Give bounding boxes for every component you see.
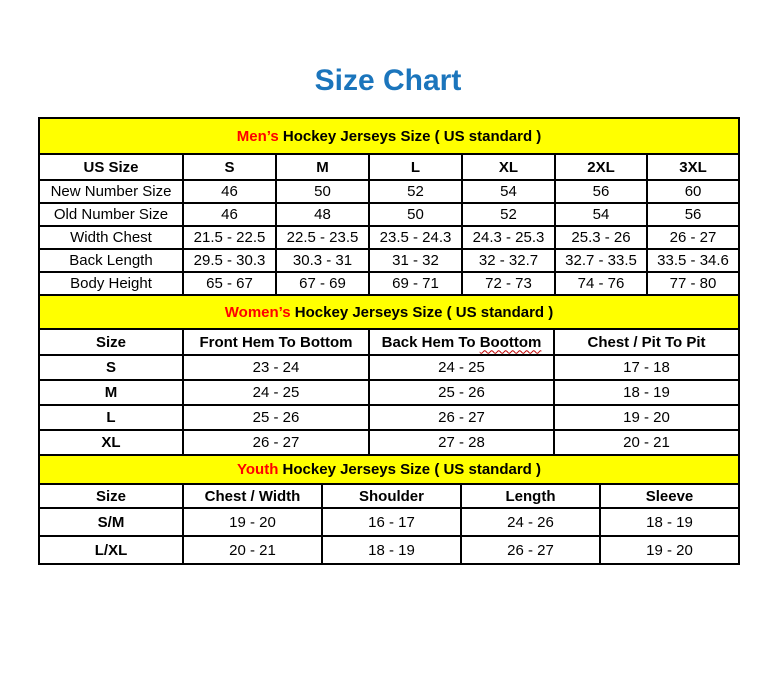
womens-section-header-row [39,295,739,329]
size-tables [38,117,738,565]
section-title-text: Hockey Jerseys Size ( US standard ) [278,127,542,145]
column-header-text: Back Hem To [381,333,480,351]
cell-value: 19 - 20 [183,508,322,536]
row-label: L/XL [39,536,183,564]
cell-value: 31 - 32 [369,249,462,272]
table-row [39,430,739,455]
cell-value: 18 - 19 [600,508,739,536]
column-header: Front Hem To Bottom [183,329,369,355]
womens-section-header [39,295,739,329]
cell-value: 26 - 27 [461,536,600,564]
row-label: Old Number Size [39,203,183,226]
cell-value: 24 - 25 [183,380,369,405]
row-label: L [39,405,183,430]
cell-value: 20 - 21 [183,536,322,564]
cell-value: 29.5 - 30.3 [183,249,276,272]
cell-value: 65 - 67 [183,272,276,295]
column-header: US Size [39,154,183,180]
cell-value: 26 - 27 [647,226,739,249]
cell-value: 24 - 25 [369,355,554,380]
cell-value: 32.7 - 33.5 [555,249,647,272]
column-header: XL [462,154,555,180]
section-title-accent: Women’s [224,303,291,321]
column-header: S [183,154,276,180]
column-header: 3XL [647,154,739,180]
youth-section-header-row [39,455,739,484]
column-header [369,329,554,355]
table-row [39,536,739,564]
youth-size-table [38,454,740,565]
cell-value: 16 - 17 [322,508,461,536]
row-label: Body Height [39,272,183,295]
table-row [39,249,739,272]
table-row [39,405,739,430]
cell-value: 25 - 26 [183,405,369,430]
cell-value: 50 [276,180,369,203]
table-row [39,508,739,536]
table-row [39,226,739,249]
cell-value: 60 [647,180,739,203]
cell-value: 30.3 - 31 [276,249,369,272]
cell-value: 25.3 - 26 [555,226,647,249]
cell-value: 52 [369,180,462,203]
cell-value: 18 - 19 [554,380,739,405]
row-label: S [39,355,183,380]
mens-section-header-row [39,118,739,154]
column-header-row [39,154,739,180]
column-header: Length [461,484,600,508]
cell-value: 24 - 26 [461,508,600,536]
cell-value: 50 [369,203,462,226]
section-title-accent: Men’s [236,127,279,145]
cell-value: 23 - 24 [183,355,369,380]
cell-value: 56 [647,203,739,226]
section-title-text: Hockey Jerseys Size ( US standard ) [290,303,554,321]
cell-value: 46 [183,203,276,226]
row-label: M [39,380,183,405]
cell-value: 19 - 20 [554,405,739,430]
cell-value: 72 - 73 [462,272,555,295]
cell-value: 46 [183,180,276,203]
cell-value: 18 - 19 [322,536,461,564]
row-label: S/M [39,508,183,536]
column-header: Sleeve [600,484,739,508]
column-header: Chest / Pit To Pit [554,329,739,355]
cell-value: 23.5 - 24.3 [369,226,462,249]
table-row [39,380,739,405]
column-header: Size [39,329,183,355]
column-header: 2XL [555,154,647,180]
row-label: Width Chest [39,226,183,249]
cell-value: 33.5 - 34.6 [647,249,739,272]
table-row [39,355,739,380]
table-row [39,203,739,226]
youth-section-header [39,455,739,484]
column-header-row [39,484,739,508]
cell-value: 77 - 80 [647,272,739,295]
page-title: Size Chart [314,64,462,97]
womens-size-table [38,294,740,456]
cell-value: 69 - 71 [369,272,462,295]
misspelled-word: Boottom [479,333,542,351]
row-label: Back Length [39,249,183,272]
cell-value: 54 [555,203,647,226]
cell-value: 32 - 32.7 [462,249,555,272]
column-header: Size [39,484,183,508]
row-label: XL [39,430,183,455]
cell-value: 25 - 26 [369,380,554,405]
cell-value: 22.5 - 23.5 [276,226,369,249]
row-label: New Number Size [39,180,183,203]
section-title-accent: Youth [237,461,279,478]
cell-value: 21.5 - 22.5 [183,226,276,249]
cell-value: 27 - 28 [369,430,554,455]
column-header: Chest / Width [183,484,322,508]
column-header: L [369,154,462,180]
table-row [39,272,739,295]
cell-value: 52 [462,203,555,226]
table-row [39,180,739,203]
cell-value: 56 [555,180,647,203]
cell-value: 48 [276,203,369,226]
cell-value: 54 [462,180,555,203]
cell-value: 17 - 18 [554,355,739,380]
cell-value: 19 - 20 [600,536,739,564]
mens-section-header [39,118,739,154]
cell-value: 26 - 27 [369,405,554,430]
cell-value: 74 - 76 [555,272,647,295]
cell-value: 20 - 21 [554,430,739,455]
mens-size-table [38,117,740,296]
column-header: M [276,154,369,180]
cell-value: 24.3 - 25.3 [462,226,555,249]
section-title-text: Hockey Jerseys Size ( US standard ) [278,461,541,478]
column-header-row [39,329,739,355]
cell-value: 26 - 27 [183,430,369,455]
column-header: Shoulder [322,484,461,508]
cell-value: 67 - 69 [276,272,369,295]
